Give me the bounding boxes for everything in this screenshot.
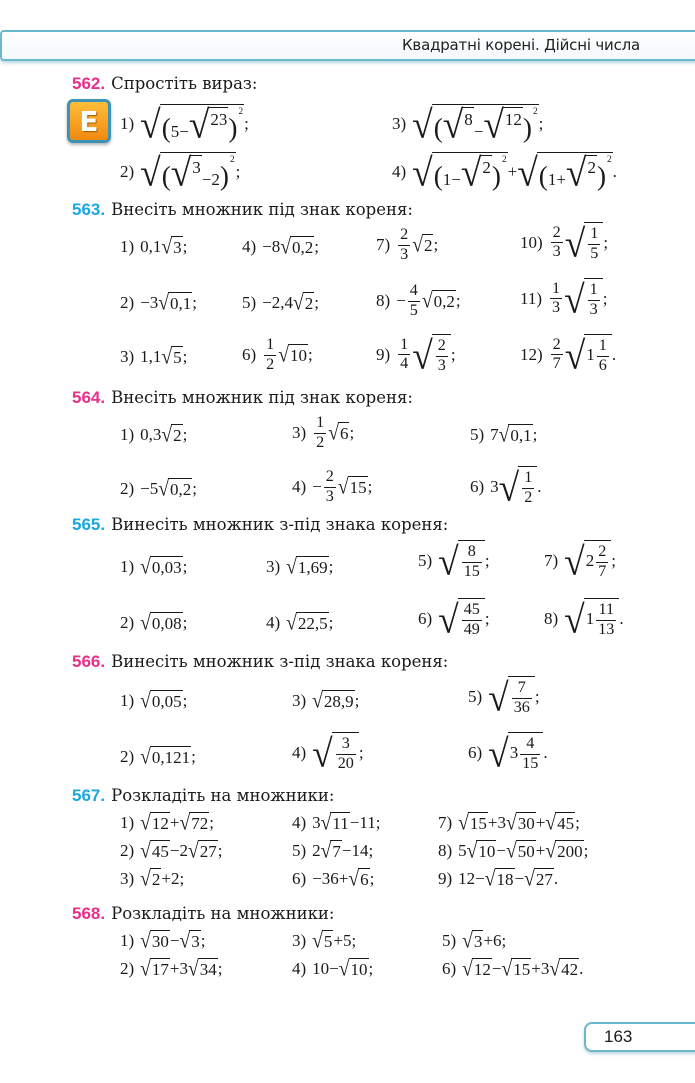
- exercise-564-item-6: 6) 3 √ $\frac{1}{2}$ .: [470, 466, 542, 510]
- exercise-563-item-10: 10) $\frac{2}{3}$ √ $\frac{1}{5}$ ;: [520, 222, 609, 266]
- exercise-563-item-2: 2) −3 √ 0,1 ;: [120, 291, 197, 316]
- exercise-567-item-2: 2) √ 45 −2 √ 27 ;: [120, 839, 223, 864]
- exercise-566-heading: 566. Винесіть множник з-під знака кореня:: [72, 652, 449, 671]
- exercise-566-item-5: 5) √ $\frac{7}{36}$ ;: [468, 676, 540, 720]
- exercise-568-heading: 568. Розкладіть на множники:: [72, 904, 335, 923]
- exercise-568-item-4: 4) 10− √ 10 ;: [292, 957, 374, 982]
- exercise-566-item-1: 1) √ 0,05 ;: [120, 689, 188, 714]
- exercise-566-item-4: 4) √ $\frac{3}{20}$ ;: [292, 732, 364, 776]
- exercise-563-item-7: 7) $\frac{2}{3}$ √ 2 ;: [376, 226, 439, 263]
- page-number: 163: [604, 1027, 633, 1046]
- exercise-565-item-1: 1) √ 0,03 ;: [120, 555, 188, 580]
- exercise-564-item-3: 3) $\frac{1}{2}$ √ 6 ;: [292, 414, 355, 451]
- exercise-563-item-8: 8) − $\frac{4}{5}$ √ 0,2 ;: [376, 282, 461, 319]
- exercise-563-item-9: 9) $\frac{1}{4}$ √ $\frac{2}{3}$ ;: [376, 334, 456, 378]
- exercise-563-item-3: 3) 1,1 √ 5 ;: [120, 345, 188, 370]
- exercise-title: Спростіть вираз:: [111, 74, 258, 93]
- exercise-567-item-3: 3) √ 2 +2;: [120, 867, 185, 892]
- exercise-564-item-5: 5) 7 √ 0,1 ;: [470, 423, 538, 448]
- exercise-565-item-7: 7) √ 2 $\frac{2}{7}$ ;: [544, 540, 617, 584]
- exercise-564-item-2: 2) −5 √ 0,2 ;: [120, 477, 197, 502]
- exercise-563-item-12: 12) $\frac{2}{7}$ √ 1 $\frac{1}{6}$ .: [520, 334, 617, 378]
- exercise-564-item-4: 4) − $\frac{2}{3}$ √ 15 ;: [292, 468, 373, 505]
- exercise-567-item-6: 6) −36+ √ 6 ;: [292, 867, 375, 892]
- exercise-562-heading: [72, 74, 257, 94]
- exercise-562-item-4: 4) √ (1− √ 2 )$^2$ + √ (1+ √ 2 )$^2$ .: [392, 151, 617, 196]
- exercise-563-item-11: 11) $\frac{1}{3}$ √ $\frac{1}{3}$ ;: [520, 278, 608, 322]
- exercise-566-item-2: 2) √ 0,121 ;: [120, 745, 196, 770]
- exercise-564-heading: 564. Внесіть множник під знак кореня:: [72, 388, 413, 407]
- exercise-566-item-3: 3) √ 28,9 ;: [292, 689, 360, 714]
- chapter-title: Квадратні корені. Дійсні числа: [401, 36, 640, 54]
- exercise-567-item-1: 1) √ 12 + √ 72 ;: [120, 811, 214, 836]
- exercise-567-item-8: 8) 5 √ 10 − √ 50 + √ 200 ;: [438, 839, 589, 864]
- exercise-568-item-3: 3) √ 5 +5;: [292, 929, 357, 954]
- exercise-567-heading: 567. Розкладіть на множники:: [72, 786, 335, 805]
- exercise-563-item-5: 5) −2,4 √ 2 ;: [242, 291, 319, 316]
- exercise-563-item-1: 1) 0,1 √ 3 ;: [120, 235, 188, 260]
- page-number-box: [584, 1022, 695, 1052]
- exercise-568-item-5: 5) √ 3 +6;: [442, 929, 507, 954]
- exercise-567-item-7: 7) √ 15 +3 √ 30 + √ 45 ;: [438, 811, 580, 836]
- exercise-568-item-2: 2) √ 17 +3 √ 34 ;: [120, 957, 223, 982]
- exercise-565-item-8: 8) √ 1 $\frac{11}{13}$ .: [544, 598, 624, 642]
- exercise-562-item-3: 3) √ ( √ 8 − √ 12 )$^2$ ;: [392, 103, 544, 148]
- exercise-565-item-6: 6) √ $\frac{45}{49}$ ;: [418, 598, 490, 642]
- chapter-header: [0, 30, 695, 61]
- exercise-number: 562.: [72, 74, 106, 93]
- exercise-565-item-4: 4) √ 22,5 ;: [266, 611, 334, 636]
- exercise-565-heading: 565. Винесіть множник з-під знака кореня:: [72, 515, 449, 534]
- exercise-565-item-3: 3) √ 1,69 ;: [266, 555, 334, 580]
- exercise-564-item-1: 1) 0,3 √ 2 ;: [120, 423, 188, 448]
- exercise-567-item-5: 5) 2 √ 7 −14;: [292, 839, 374, 864]
- exercise-568-item-6: 6) √ 12 − √ 15 +3 √ 42 .: [442, 957, 584, 982]
- exercise-565-item-5: 5) √ $\frac{8}{15}$ ;: [418, 540, 490, 584]
- exercise-568-item-1: 1) √ 30 − √ 3 ;: [120, 929, 206, 954]
- exercise-562-item-1: 1) √ (5− √ 23 )$^2$ ;: [120, 103, 249, 148]
- exercise-566-item-6: 6) √ 3 $\frac{4}{15}$ .: [468, 732, 548, 776]
- exercise-567-item-4: 4) 3 √ 11 −11;: [292, 811, 381, 836]
- e-level-badge-icon: E: [67, 99, 111, 143]
- exercise-563-item-4: 4) −8 √ 0,2 ;: [242, 235, 319, 260]
- exercise-562-item-2: 2) √ ( √ 3 −2)$^2$ ;: [120, 151, 241, 196]
- exercise-563-heading: 563. Внесіть множник під знак кореня:: [72, 200, 413, 219]
- exercise-565-item-2: 2) √ 0,08 ;: [120, 611, 188, 636]
- exercise-563-item-6: 6) $\frac{1}{2}$ √ 10 ;: [242, 336, 313, 373]
- exercise-567-item-9: 9) 12− √ 18 − √ 27 .: [438, 867, 559, 892]
